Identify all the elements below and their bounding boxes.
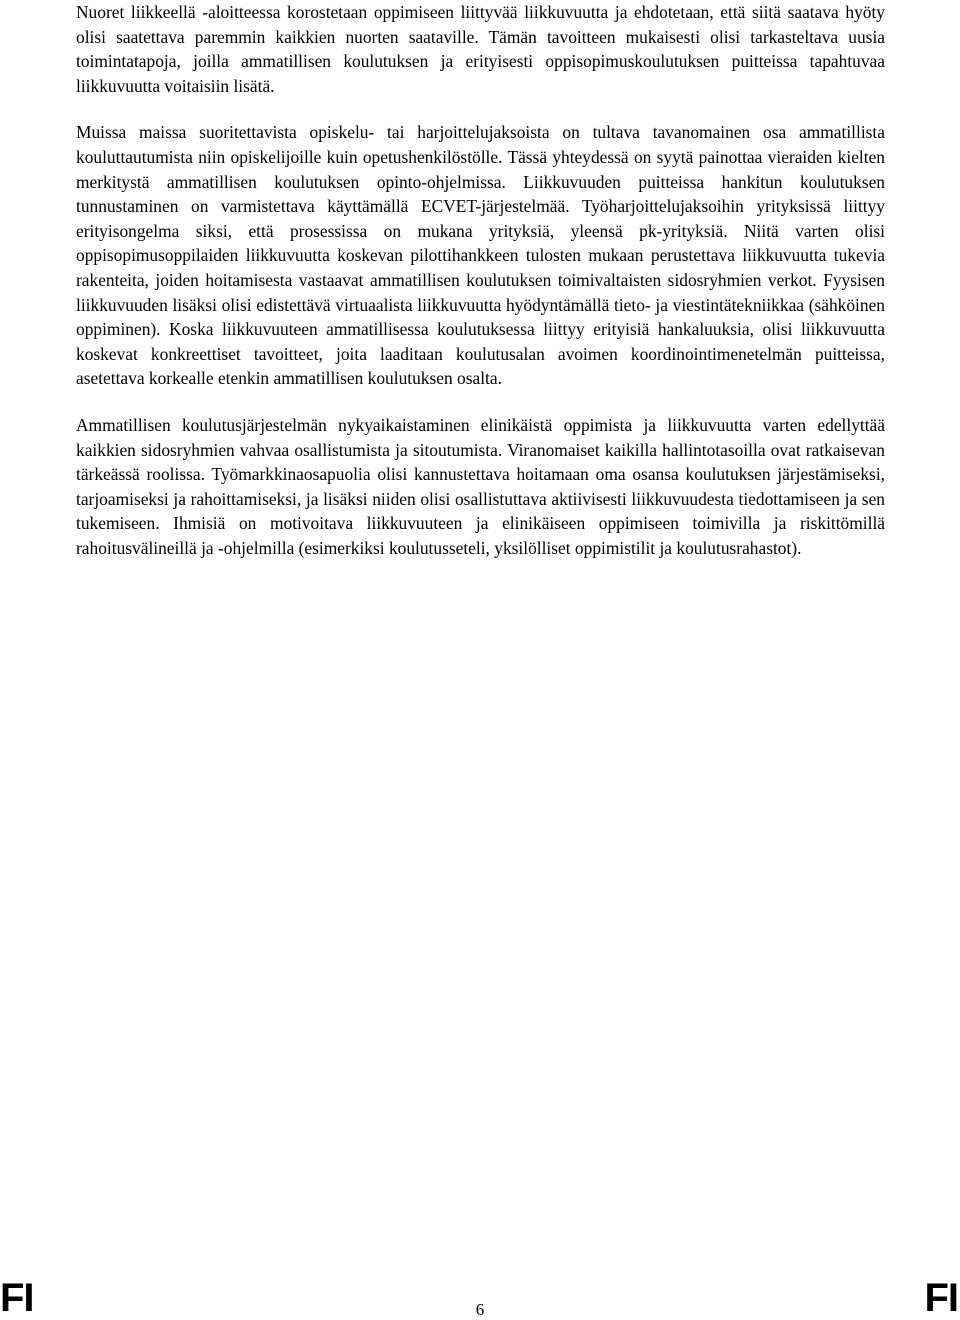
document-body	[76, 0, 885, 582]
page-number: 6	[475, 1300, 485, 1319]
paragraph-modernisation: Ammatillisen koulutusjärjestelmän nykyaikaistaminen elinikäistä oppimista ja liikkuvuutta varten edellyttää kaikkien sidosryhmien vahvaa osallistumista ja sitoutumista. Viranomaiset kaikilla hallintotasoilla ovat ratkaisevan tärkeässä roolissa. Työmarkkinaosapuolia olisi kannustettava hoitamaan oma osansa koulutuksen järjestämiseksi, tarjoamiseksi ja rahoittamiseksi, ja lisäksi niiden olisi osallistuttava aktiivisesti liikkuvuudesta tiedottamiseen ja sen tukemiseen. Ihmisiä on motivoitava liikkuvuuteen ja elinikäiseen oppimiseen toimivilla ja riskittömillä rahoitusvälineillä ja -ohjelmilla (esimerkiksi koulutusseteli, yksilölliset oppimistilit ja koulutusrahastot).	[76, 414, 885, 558]
footer-language-code-left: FI	[0, 1276, 34, 1320]
paragraph-mobility-periods: Muissa maissa suoritettavista opiskelu- tai harjoittelujaksoista on tultava tavanomainen osa ammatillista kouluttautumista niin opiskelijoille kuin opetushenkilöstölle. Tässä yhteydessä on syytä painottaa vieraiden kielten merkitystä ammatillisen koulutuksen opinto-ohjelmissa. Liikkuvuuden puitteissa hankitun koulutuksen tunnustaminen on varmistettava käyttämällä ECVET-järjestelmää. Työharjoittelujaksoihin yrityksissä liittyy erityisongelma siksi, että prosessissa on mukana yrityksiä, yleensä pk-yrityksiä. Niitä varten olisi oppisopimusoppilaiden liikkuvuutta koskevan pilottihankkeen tulosten mukaan perustettava liikkuvuutta tukevia rakenteita, joiden hoitamisesta vastaavat ammatillisen koulutuksen toimivaltaisten sidosryhmien verkot. Fyysisen liikkuvuuden lisäksi olisi edistettävä virtuaalista liikkuvuutta hyödyntämällä tieto- ja viestintätekniikkaa (sähköinen oppiminen). Koska liikkuvuuteen ammatillisessa koulutuksessa liittyy erityisiä hankaluuksia, olisi liikkuvuutta koskevat konkreettiset tavoitteet, joita laaditaan koulutusalan avoimen koordinointimenetelmän puitteissa, asetettava korkealle etenkin ammatillisen koulutuksen osalta.	[76, 122, 885, 389]
footer-language-code-right: FI	[924, 1276, 958, 1320]
paragraph-youth-on-the-move: Nuoret liikkeellä -aloitteessa korostetaan oppimiseen liittyvää liikkuvuutta ja ehdotetaan, että siitä saatava hyöty olisi saatettava paremmin kaikkien nuorten saataville. Tämän tavoitteen mukaisesti olisi tarkasteltava uusia toimintatapoja, joilla ammatillisen koulutuksen ja erityisesti oppisopimuskoulutuksen puitteissa tapahtuvaa liikkuvuutta voitaisiin lisätä.	[76, 2, 885, 96]
